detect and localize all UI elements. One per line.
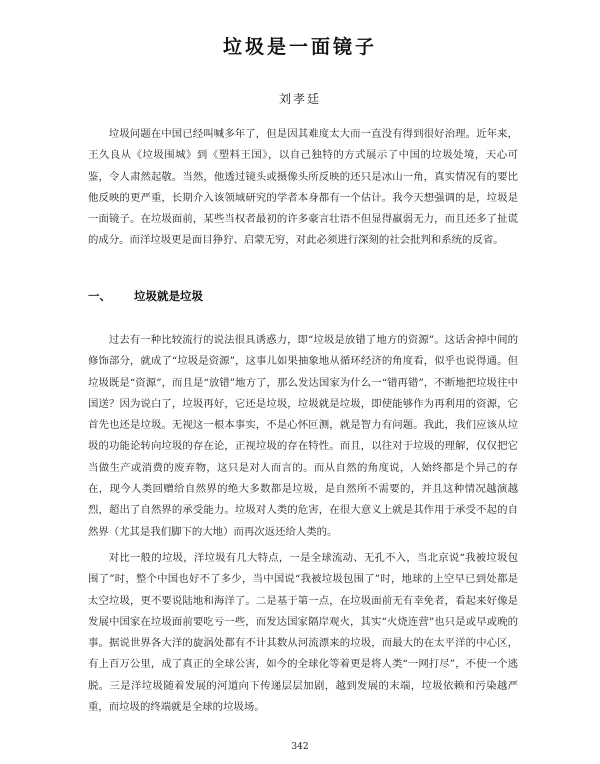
body-paragraph: 过去有一种比较流行的说法很具诱惑力，即“垃圾是放错了地方的资源”。这话舍掉中间的修饰部分，就成了“垃圾是资源”，这事儿如果抽象地从循环经济的角度看，似乎也说得通。但垃圾既是“资源”，而且是“放错”地方了，那么发达国家为什么一“错再错”，不断地把垃圾往中国送？因为说白了，垃圾再好，它还是垃圾，垃圾就是垃圾，即使能够作为再利用的资源，它首先也还是垃圾。无视这一根本事实，不是心怀叵测，就是智力有问题。我此，我们应该从垃圾的功能论转向垃圾的存在论，正视垃圾的存在特性。而且，以往对于垃圾的理解，仅仅把它当做生产或消费的废弃物，这只是对人而言的。而从自然的角度说，人始终都是个异己的存在，现今人类回赠给自然界的绝大多数都是垃圾，是自然所不需要的，并且这种情况越演越烈，超出了自然界的承受能力。垃圾对人类的危害，在很大意义上就是其作用于承受不起的自然界（尤其是我们脚下的大地）而再次返还给人类的。 — [88, 334, 518, 538]
section-title: 垃圾就是垃圾 — [134, 289, 203, 303]
page-number: 342 — [291, 742, 309, 752]
page-title: 垃圾是一面镜子 — [222, 36, 377, 58]
author-name: 刘孝廷 — [278, 92, 321, 106]
body-paragraph: 对比一般的垃圾，洋垃圾有几大特点，一是全球流动、无孔不入，当北京说“我被垃圾包围了”时，整个中国也好不了多少，当中国说“我被垃圾包围了”时，地球的上空早已到处都是太空垃圾，更不要说陆地和海洋了。二是基于第一点，在垃圾面前无有幸免者，看起来好像是发展中国家在垃圾面前要吃亏一些，而发达国家隔岸观火，其实“火烧连营”也只是或早或晚的事。据说世界各大洋的旋涡处都有不计其数从河流漂来的垃圾，而最大的在太平洋的中心区，有上百万公里，成了真正的全球公害，如今的全球化等着更是将人类“一网打尽”，不使一个逃脱。三是洋垃圾随着发展的河道向下传递层层加剧，越到发展的末端，垃圾依赖和污染越严重，而垃圾的终端就是全球的垃圾场。 — [88, 552, 518, 714]
section-number: 一、 — [88, 289, 111, 303]
intro-paragraph: 垃圾问题在中国已经叫喊多年了，但是因其难度太大而一直没有得到很好治理。近年来，王久良从《垃圾围城》到《塑料王国》，以自己独特的方式展示了中国的垃圾处境，天心可鉴，令人肃然起敬。当然，他透过镜头或摄像头所反映的还只是冰山一角，真实情况有的要比他反映的更严重，长期介入该领域研究的学者本身都有一个估计。我今天想强调的是，垃圾是一面镜子。在垃圾面前，某些当权者最初的许多豪言壮语不但显得羸弱无力，而且还多了扯谎的成分。而洋垃圾更是面目狰狞、启蒙无穷，对此必须进行深刻的社会批判和系统的反省。 — [88, 128, 518, 247]
section-heading — [88, 288, 203, 304]
